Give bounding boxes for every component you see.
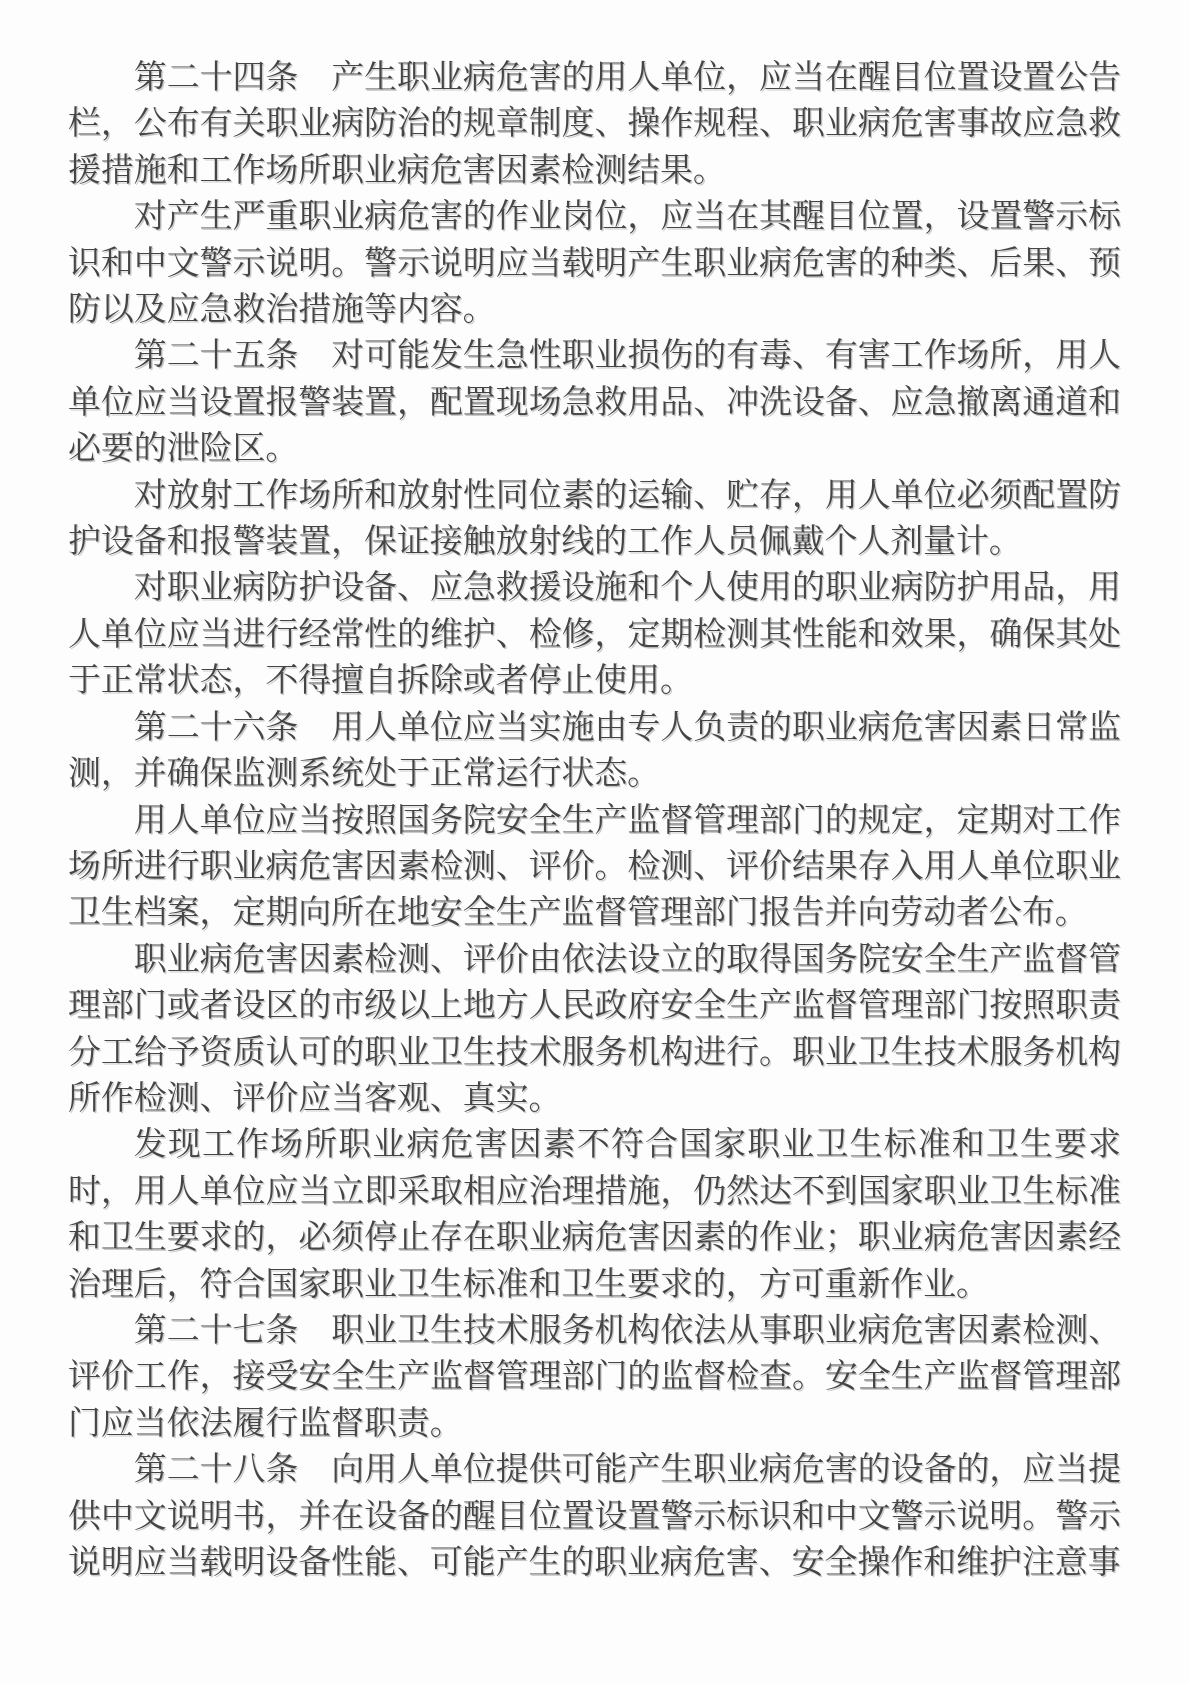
document-paragraph: 发现工作场所职业病危害因素不符合国家职业卫生标准和卫生要求时，用人单位应当立即采取相应治理措施，仍然达不到国家职业卫生标准和卫生要求的，必须停止存在职业病危害因素的作业；职业病危害因素经治理后，符合国家职业卫生标准和卫生要求的，方可重新作业。: [68, 1125, 1121, 1302]
document-paragraph: 职业病危害因素检测、评价由依法设立的取得国务院安全生产监督管理部门或者设区的市级以上地方人民政府安全生产监督管理部门按照职责分工给予资质认可的职业卫生技术服务机构进行。职业卫生技术服务机构所作检测、评价应当客观、真实。: [68, 939, 1121, 1116]
document-paragraph: 第二十七条 职业卫生技术服务机构依法从事职业病危害因素检测、评价工作，接受安全生产监督管理部门的监督检查。安全生产监督管理部门应当依法履行监督职责。: [68, 1310, 1121, 1441]
document-paragraph: 第二十八条 向用人单位提供可能产生职业病危害的设备的，应当提供中文说明书，并在设备的醒目位置设置警示标识和中文警示说明。警示说明应当载明设备性能、可能产生的职业病危害、安全操作和维护注意事: [68, 1450, 1121, 1580]
document-paragraph: 对放射工作场所和放射性同位素的运输、贮存，用人单位必须配置防护设备和报警装置，保证接触放射线的工作人员佩戴个人剂量计。: [68, 475, 1121, 560]
document-paragraph: 用人单位应当按照国务院安全生产监督管理部门的规定，定期对工作场所进行职业病危害因素检测、评价。检测、评价结果存入用人单位职业卫生档案，定期向所在地安全生产监督管理部门报告并向劳动者公布。: [68, 800, 1121, 931]
document-paragraph: 第二十五条 对可能发生急性职业损伤的有毒、有害工作场所，用人单位应当设置报警装置，配置现场急救用品、冲洗设备、应急撤离通道和必要的泄险区。: [68, 336, 1121, 467]
document-paragraph: 第二十六条 用人单位应当实施由专人负责的职业病危害因素日常监测，并确保监测系统处于正常运行状态。: [68, 707, 1121, 792]
document-paragraph: 第二十四条 产生职业病危害的用人单位，应当在醒目位置设置公告栏，公布有关职业病防治的规章制度、操作规程、职业病危害事故应急救援措施和工作场所职业病危害因素检测结果。: [68, 58, 1121, 188]
document-paragraph: 对职业病防护设备、应急救援设施和个人使用的职业病防护用品，用人单位应当进行经常性的维护、检修，定期检测其性能和效果，确保其处于正常状态，不得擅自拆除或者停止使用。: [68, 568, 1121, 699]
document-body: [68, 54, 1121, 1585]
document-paragraph: 对产生严重职业病危害的作业岗位，应当在其醒目位置，设置警示标识和中文警示说明。警示说明应当载明产生职业病危害的种类、后果、预防以及应急救治措施等内容。: [68, 197, 1121, 328]
